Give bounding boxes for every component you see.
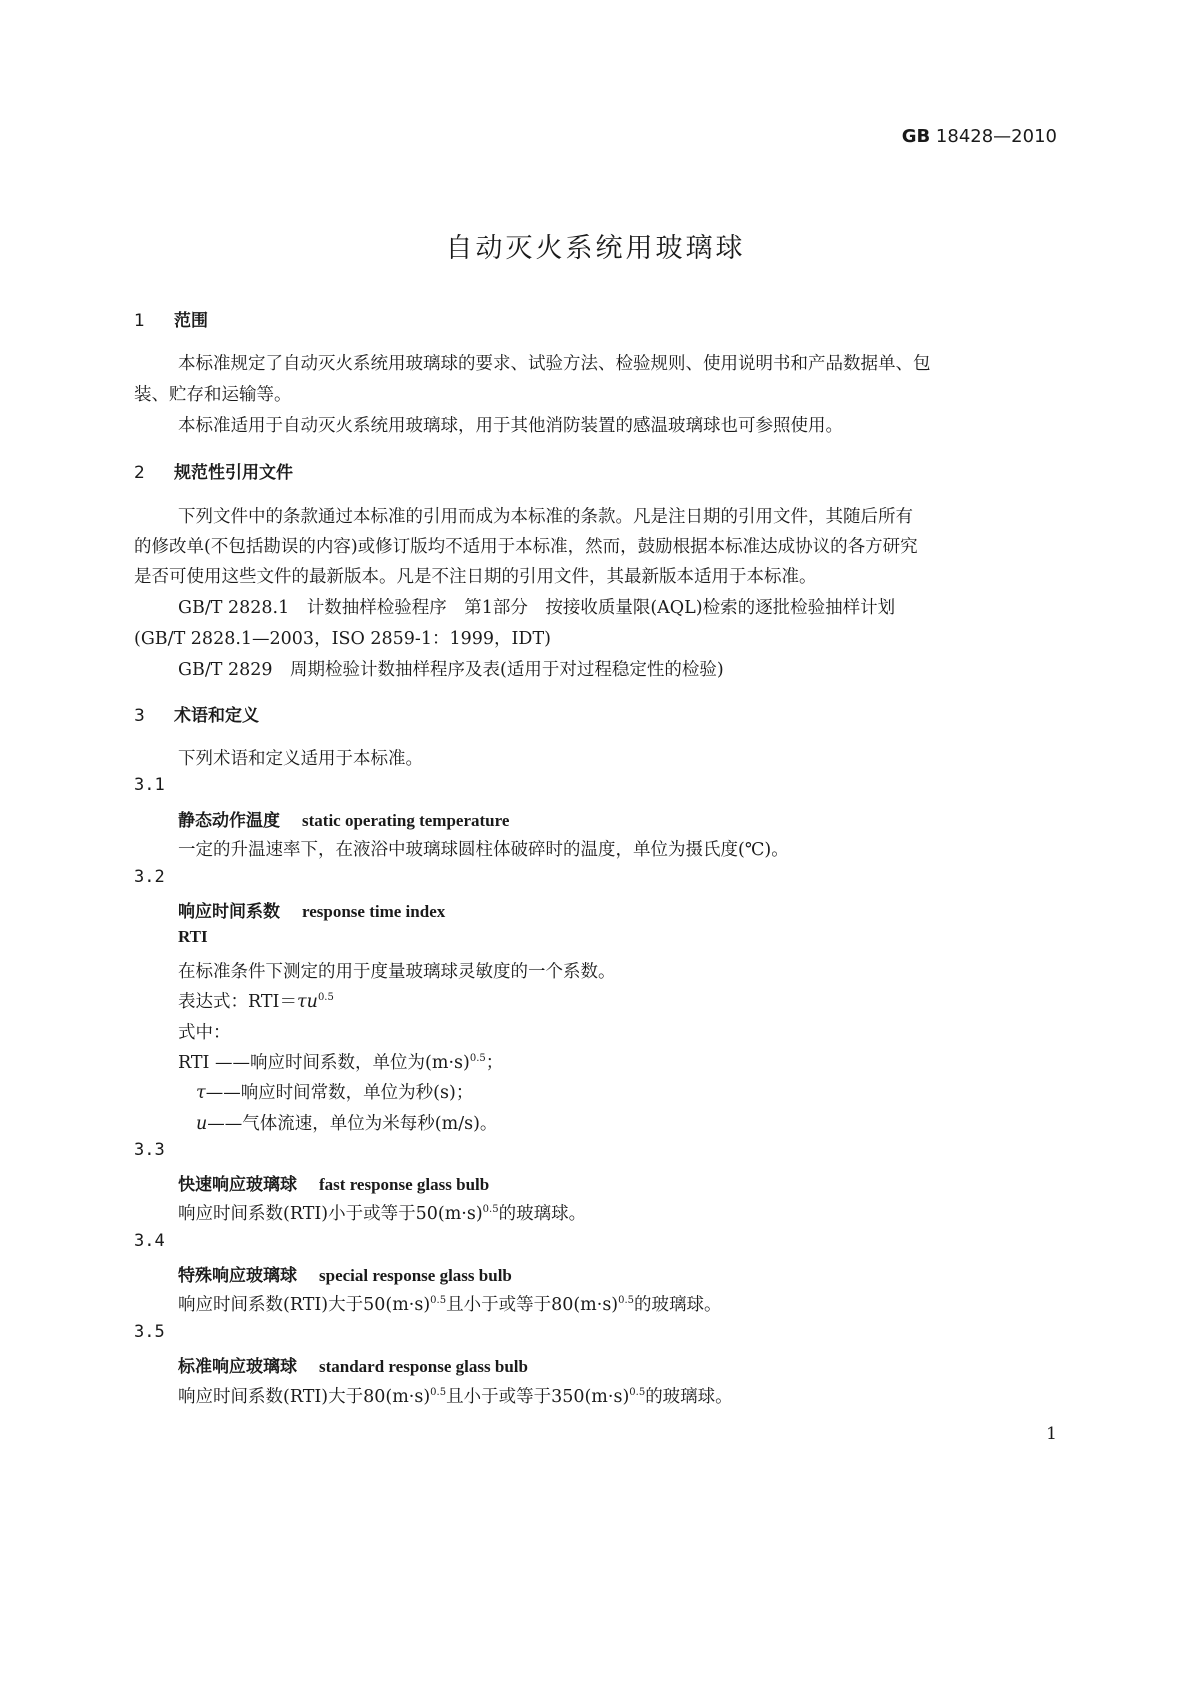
reference-gbt-2829: GB/T 2829 周期检验计数抽样程序及表(适用于对过程稳定性的检验) — [178, 660, 724, 680]
section-1-heading: 1 范围 — [134, 311, 208, 331]
term-3-5-definition: 响应时间系数(RTI)大于$80(m\cdot s)^{0.5}$且小于或等于$350(m\cdot s)^{0.5}$的玻璃球。 — [178, 1387, 733, 1407]
term-3-1-title: 静态动作温度 static operating temperature — [178, 811, 510, 831]
document-title: 自动灭火系统用玻璃球 — [445, 233, 746, 264]
reference-gbt-2828-1-equivalence: (GB/T 2828.1—2003，ISO 2859-1：1999，IDT) — [134, 629, 551, 649]
term-3-5-title: 标准响应玻璃球 standard response glass bulb — [178, 1357, 528, 1377]
section-2-para-line-2: 的修改单(不包括勘误的内容)或修订版均不适用于本标准，然而，鼓励根据本标准达成协议的各方研究 — [134, 537, 918, 557]
term-3-3-definition: 响应时间系数(RTI)小于或等于$50(m\cdot s)^{0.5}$的玻璃球。 — [178, 1204, 587, 1224]
term-3-4-definition: 响应时间系数(RTI)大于$50(m\cdot s)^{0.5}$且小于或等于$80(m\cdot s)^{0.5}$的玻璃球。 — [178, 1295, 722, 1315]
term-3-2-definition: 在标准条件下测定的用于度量玻璃球灵敏度的一个系数。 — [178, 962, 616, 982]
variable-rti: RTI ——响应时间系数，单位为$(m\cdot s)^{0.5}$； — [178, 1053, 504, 1073]
section-1-para-2: 本标准适用于自动灭火系统用玻璃球，用于其他消防装置的感温玻璃球也可参照使用。 — [178, 416, 843, 436]
page-number: 1 — [1046, 1424, 1057, 1444]
term-3-2-number: 3.2 — [134, 867, 165, 887]
term-3-1-number: 3.1 — [134, 775, 165, 795]
term-3-3-number: 3.3 — [134, 1140, 165, 1160]
section-2-para-line-3: 是否可使用这些文件的最新版本。凡是不注日期的引用文件，其最新版本适用于本标准。 — [134, 567, 817, 587]
variable-u: u——气体流速，单位为米每秒(m/s)。 — [196, 1114, 498, 1134]
section-1-para-1-line-1: 本标准规定了自动灭火系统用玻璃球的要求、试验方法、检验规则、使用说明书和产品数据单、包 — [178, 354, 931, 374]
term-3-4-number: 3.4 — [134, 1231, 165, 1251]
standard-number: GB 18428—2010 — [901, 126, 1057, 147]
section-2-heading: 2 规范性引用文件 — [134, 463, 293, 483]
term-3-3-title: 快速响应玻璃球 fast response glass bulb — [178, 1175, 490, 1195]
term-3-2-title: 响应时间系数 response time index — [178, 902, 446, 922]
term-3-5-number: 3.5 — [134, 1322, 165, 1342]
term-3-4-title: 特殊响应玻璃球 special response glass bulb — [178, 1266, 512, 1286]
term-3-2-expression: 表达式：$RTI=\tau u^{0.5}$ — [178, 992, 334, 1012]
reference-gbt-2828-1: GB/T 2828.1 计数抽样检验程序 第1部分 按接收质量限(AQL)检索的逐批检验抽样计划 — [178, 598, 896, 618]
section-3-intro: 下列术语和定义适用于本标准。 — [178, 749, 423, 769]
section-2-para-line-1: 下列文件中的条款通过本标准的引用而成为本标准的条款。凡是注日期的引用文件，其随后所有 — [178, 507, 913, 527]
section-1-para-1-line-2: 装、贮存和运输等。 — [134, 385, 292, 405]
section-3-heading: 3 术语和定义 — [134, 706, 259, 726]
term-3-1-definition: 一定的升温速率下，在液浴中玻璃球圆柱体破碎时的温度，单位为摄氏度(℃)。 — [178, 840, 789, 860]
term-3-2-where: 式中： — [178, 1023, 231, 1043]
term-3-2-abbreviation: RTI — [178, 927, 208, 946]
variable-tau: τ——响应时间常数，单位为秒(s)； — [196, 1083, 474, 1103]
